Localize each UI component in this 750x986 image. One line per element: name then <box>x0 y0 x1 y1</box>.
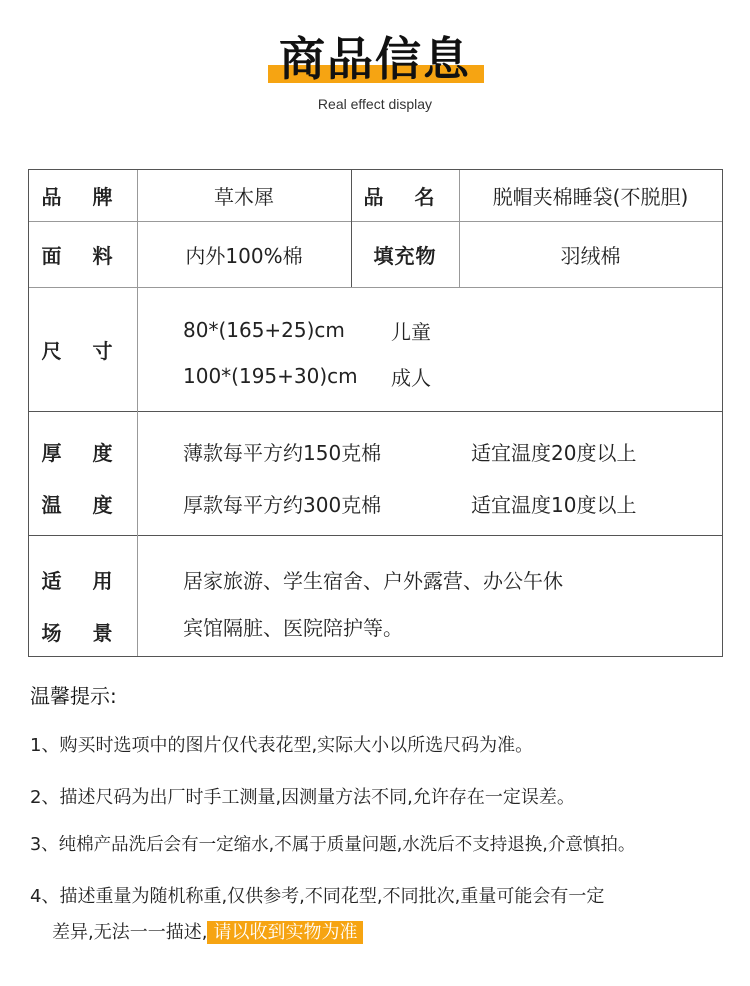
thin-weight: 薄款每平方约150克棉 <box>183 440 382 465</box>
notes-title: 温馨提示: <box>30 684 117 708</box>
filling-value: 羽绒棉 <box>560 243 621 268</box>
size-who-child: 儿童 <box>391 319 431 344</box>
page-title: 商品信息 <box>279 32 471 86</box>
size-spec-child: 80*(165+25)cm <box>183 318 345 342</box>
scene-label-2: 场 景 <box>41 620 125 645</box>
row-divider <box>29 535 722 536</box>
row-divider <box>29 411 722 412</box>
page-subtitle: Real effect display <box>317 96 433 112</box>
thick-weight: 厚款每平方约300克棉 <box>183 492 382 517</box>
filling-label: 填充物 <box>373 243 437 268</box>
size-who-adult: 成人 <box>391 365 431 390</box>
product-name-value: 脱帽夹棉睡袋(不脱胆) <box>492 185 689 209</box>
note-item: 3、纯棉产品洗后会有一定缩水,不属于质量问题,水洗后不支持退换,介意慎拍。 <box>30 835 636 855</box>
brand-label: 品 牌 <box>41 185 125 209</box>
note-item: 2、描述尺码为出厂时手工测量,因测量方法不同,允许存在一定误差。 <box>30 787 575 808</box>
scene-line-1: 居家旅游、学生宿舍、户外露营、办公午休 <box>183 568 563 593</box>
note-item: 1、购买时选项中的图片仅代表花型,实际大小以所选尺码为准。 <box>30 735 534 756</box>
size-spec-adult: 100*(195+30)cm <box>183 364 358 388</box>
note-item: 4、描述重量为随机称重,仅供参考,不同花型,不同批次,重量可能会有一定 <box>30 886 605 907</box>
fabric-label: 面 料 <box>41 243 125 268</box>
highlight-note: 请以收到实物为准 <box>207 921 363 944</box>
brand-value: 草木犀 <box>214 185 274 209</box>
fabric-value: 内外100%棉 <box>185 243 303 268</box>
spec-table <box>28 169 723 657</box>
scene-line-2: 宾馆隔脏、医院陪护等。 <box>183 615 403 640</box>
thick-temp: 适宜温度10度以上 <box>471 492 637 517</box>
size-label: 尺 寸 <box>41 338 125 363</box>
title-block <box>0 30 750 90</box>
product-name-label: 品 名 <box>363 185 447 209</box>
scene-label-1: 适 用 <box>41 568 125 593</box>
thickness-label: 厚 度 <box>41 440 125 465</box>
note-item-continuation-text: 差异,无法一一描述, <box>52 922 208 943</box>
note-item-continuation <box>52 918 363 944</box>
thin-temp: 适宜温度20度以上 <box>471 440 637 465</box>
temperature-label: 温 度 <box>41 492 125 517</box>
